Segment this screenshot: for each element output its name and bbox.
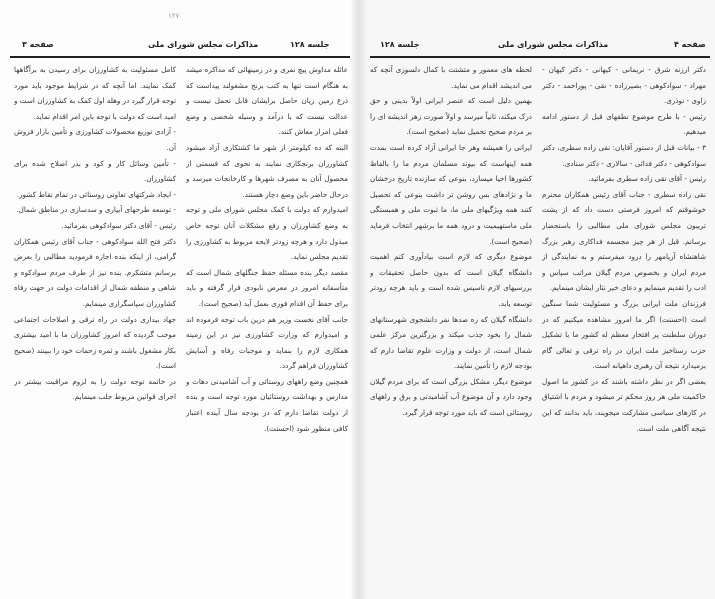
paragraph: ایرانی را همیشه وهر جا ایرانی آزاد کرده است بمدت همه اینهاست که بیوند مسلمان مردم ما را بالفاظ کشورها احیا میسازد، بنوعی که سازنده تاریخ درخشان ما و نژادهای بس روشن تر داشت بنوعی که تحصیل کنند همه ویژگیهای ملی ما، ما ثبوت ملی و همبستگی ملی ماستهیمیت و درود همه ما برشهر انتخاب فرماید (صحیح است). xyxy=(370,142,532,246)
paragraph: - توسعه طرحهای آبیاری و سدسازی در مناطق شمال. xyxy=(16,205,176,215)
session-number: جلسه ۱۲۸ xyxy=(290,40,330,49)
book-gutter xyxy=(350,0,366,599)
left-page-header xyxy=(0,40,358,54)
folio-mark: ۱۲۷ xyxy=(168,12,180,20)
paragraph: رئیس - آقای دکتر سوادکوهی بفرمائید. xyxy=(61,220,176,230)
paragraph: فرزندان ملت ایرانی بزرگ و مسئولیت شما سنگین است (احسنت) اگر ما امروز مشاهده میکنیم که در دوران سلطنت پر افتخار معظم له کشور ما با تشکیل حزب رستاخیز ملت ایران در راه ترقی و تعالی گام برمیدارد نتیجه آن رهبری داهیانه است. xyxy=(542,298,706,371)
paragraph: جانب آقای نخست وزیر هم درین باب توجه فرموده اند و امیدوارم که وزارت کشاورزی نیز در این زمینه همکاری لازم را بنماید و موجبات رفاه و آسایش کشاورزان فراهم گردد. xyxy=(186,314,348,371)
paragraph: موضوع دیگر، مشکل بزرگی است که برای مردم گیلان وجود دارد و آن موضوع آب آشامیدنی و برق و راههای روستائی است که باید مورد توجه قرار گیرد. xyxy=(370,376,532,418)
text-column-right xyxy=(186,62,348,592)
header-rule xyxy=(10,56,356,58)
paragraph: دانشگاه گیلان که ره صدها نفر دانشجوی شهرستانهای شمال را بخود جذب میکند و بزرگترین مرکز علمی شمال است، از دولت و وزارت علوم تقاضا دارم که بودجه لازم را تأمین نمایند. xyxy=(370,314,532,371)
paragraph: ۳ - بیانات قبل از دستور آقایان: نقی زاده سطری، دکتر سوادکوهی - دکتر فدائی - سالاری - دکتر سنادی. xyxy=(542,142,706,168)
running-title: مذاکرات مجلس شورای ملی xyxy=(148,40,259,49)
session-number: جلسه ۱۲۸ xyxy=(380,40,420,49)
paragraph: - ایجاد شرکتهای تعاونی روستائی در تمام نقاط کشور. xyxy=(16,189,176,199)
paragraph: جهاد بیداری دولت در راه ترقی و اصلاحات اجتماعی موجب گردیده که امروز کشاورزان ما با امید بیشتری بکار مشغول باشند و ثمره زحمات خود را ببینند (صحیح است). xyxy=(14,314,176,371)
paragraph: دکتر ارزنه شرق - نریمانی - کیهانی - دکتر کیهان - مهراد - سوادکوهی - بصیرزاده - نقی - پوراحمد - دکتر زاوی - نوذری. xyxy=(542,65,706,106)
paragraph: - تأمین وسائل کار و کود و بذر اصلاح شده برای کشاورزان. xyxy=(14,158,176,184)
paragraph: عائله مداوش پیچ نفری و در زمینهائی که مداکره میشد به هنگام است تنها به کتب برنج مشغولند پیداست که ذرع زمین زیان حاصل برایشان قابل تحمل نیست و عدالت نیست که با درآمد و وسیله شخصی و وضع فعلی امرار معاش کنند. xyxy=(186,65,348,137)
paragraph: - آزادی توزیع محصولات کشاورزی و تأمین بازار فروش آن. xyxy=(14,127,176,152)
paragraph: دکتر فتح الله سوادکوهی - جناب آقای رئیس همکاران گرامی، از اینکه بنده اجازه فرمودید مطالبی را بعرض برسانم متشکرم. بنده نیز از طرف مردم سوادکوه و شاهی و منطقه شمال از اقدامات دولت در جهت رفاه کشاورزان سپاسگزاری مینمایم. xyxy=(14,236,176,308)
page-number: صفحه ۴ xyxy=(674,40,706,49)
paragraph: موضوع دیگری که لازم است بیادآوری کنم اهمیت دانشگاه گیلان است که بدون حاصل تحقیقات و بررسیهای لازم تاسیس شده است و باید هرچه زودتر توسعه یابد. xyxy=(370,252,532,308)
paragraph: البته که ده کیلومتر از شهر ما کشتکاری آزاد میشود کشاورزان برنجکاری نمایند به نحوی که قسمتی از محصول آنان به مصرف شهرها و کارخانجات میرسد و درحال حاضر باین وضع دچار هستند. xyxy=(186,142,348,199)
paragraph: لحظه های معمور و متشتت با کمال دلسوزی آنچه که می اندیشد اقدام می نماید. xyxy=(370,65,532,90)
page-number: صفحه ۳ xyxy=(22,40,54,49)
header-rule xyxy=(370,56,710,58)
paragraph: بعضی اگر در نظر داشته باشند که در کشور ما اصول حاکمیت ملی هر روز محکم تر میشود و مردم با اشتیاق در کارهای سیاسی مشارکت میجویند، باید بدانند که این نتیجه آگاهی ملت است. xyxy=(542,376,706,433)
text-column-left xyxy=(370,62,532,592)
right-page xyxy=(358,0,715,599)
text-column-left xyxy=(14,62,176,592)
text-column-right xyxy=(542,62,706,592)
paragraph: امیدوارم که دولت با کمک مجلس شورای ملی و توجه به وضع کشاورزان و رفع مشکلات آنان توجه خاص مبذول دارد و هرچه زودتر لایحه مربوط به کشاورزی را تقدیم مجلس نماید. xyxy=(186,205,348,262)
paragraph: همچنین وضع راههای روستائی و آب آشامیدنی دهات و مدارس و بهداشت روستائیان مورد توجه است و بنده از دولت تقاضا دارم که در بودجه سال آینده اعتبار کافی منظور شود (احسنت). xyxy=(186,376,348,433)
paragraph: رئیس - با طرح موضوع نطقهای قبل از دستور ادامه میدهیم. xyxy=(542,111,706,137)
paragraph: نقی زاده سطری - جناب آقای رئیس همکاران محترم خوشوقتم که امروز فرصتی دست داد که از پشت تریبون مجلس شورای ملی مطالبی را باستحضار برسانم. قبل از هر چیز مجسمه فداکاری رهبر بزرگ شاهنشاه آریامهر را درود میفرستم و به نمایندگی از مردم ایران و بخصوص مردم گیلان مراتب سپاس و ادب را تقدیم مینمایم و دعای خیر نثار ایشان مینمایم. xyxy=(542,189,706,293)
paragraph: رئیس - آقای نقی زاده سطری بفرمائید. xyxy=(588,174,706,184)
paragraph: بهمین دلیل است که عنصر ایرانی اولاً بدینی و حق درک میکند، ثانیاً میرسد و اولاً صورت زهر اندیشه ای را بر مردم صحیح تحمیل نماید (صحیح است). xyxy=(370,96,532,137)
paragraph: در خاتمه توجه دولت را به لزوم مراقبت بیشتر در اجرای قوانین مربوط جلب مینمایم. xyxy=(14,376,176,402)
running-title: مذاکرات مجلس شورای ملی xyxy=(498,40,609,49)
paragraph: کامل مسئولیت به کشاورزان برای رسیدن به برآگاهها کمک نمایند. اما آنچه که در شرایط موجود باید مورد توجه قرار گیرد در وهله اول کمک به کشاورزان است و امید است که دولت با توجه باین امر اقدام نماید. xyxy=(14,65,176,121)
paragraph: مقصد دیگر بنده مسئله حفظ جنگلهای شمال است که متأسفانه امروز در معرض نابودی قرار گرفته و باید برای حفظ آن اقدام فوری بعمل آید (صحیح است). xyxy=(186,267,348,308)
right-page-header xyxy=(358,40,715,54)
